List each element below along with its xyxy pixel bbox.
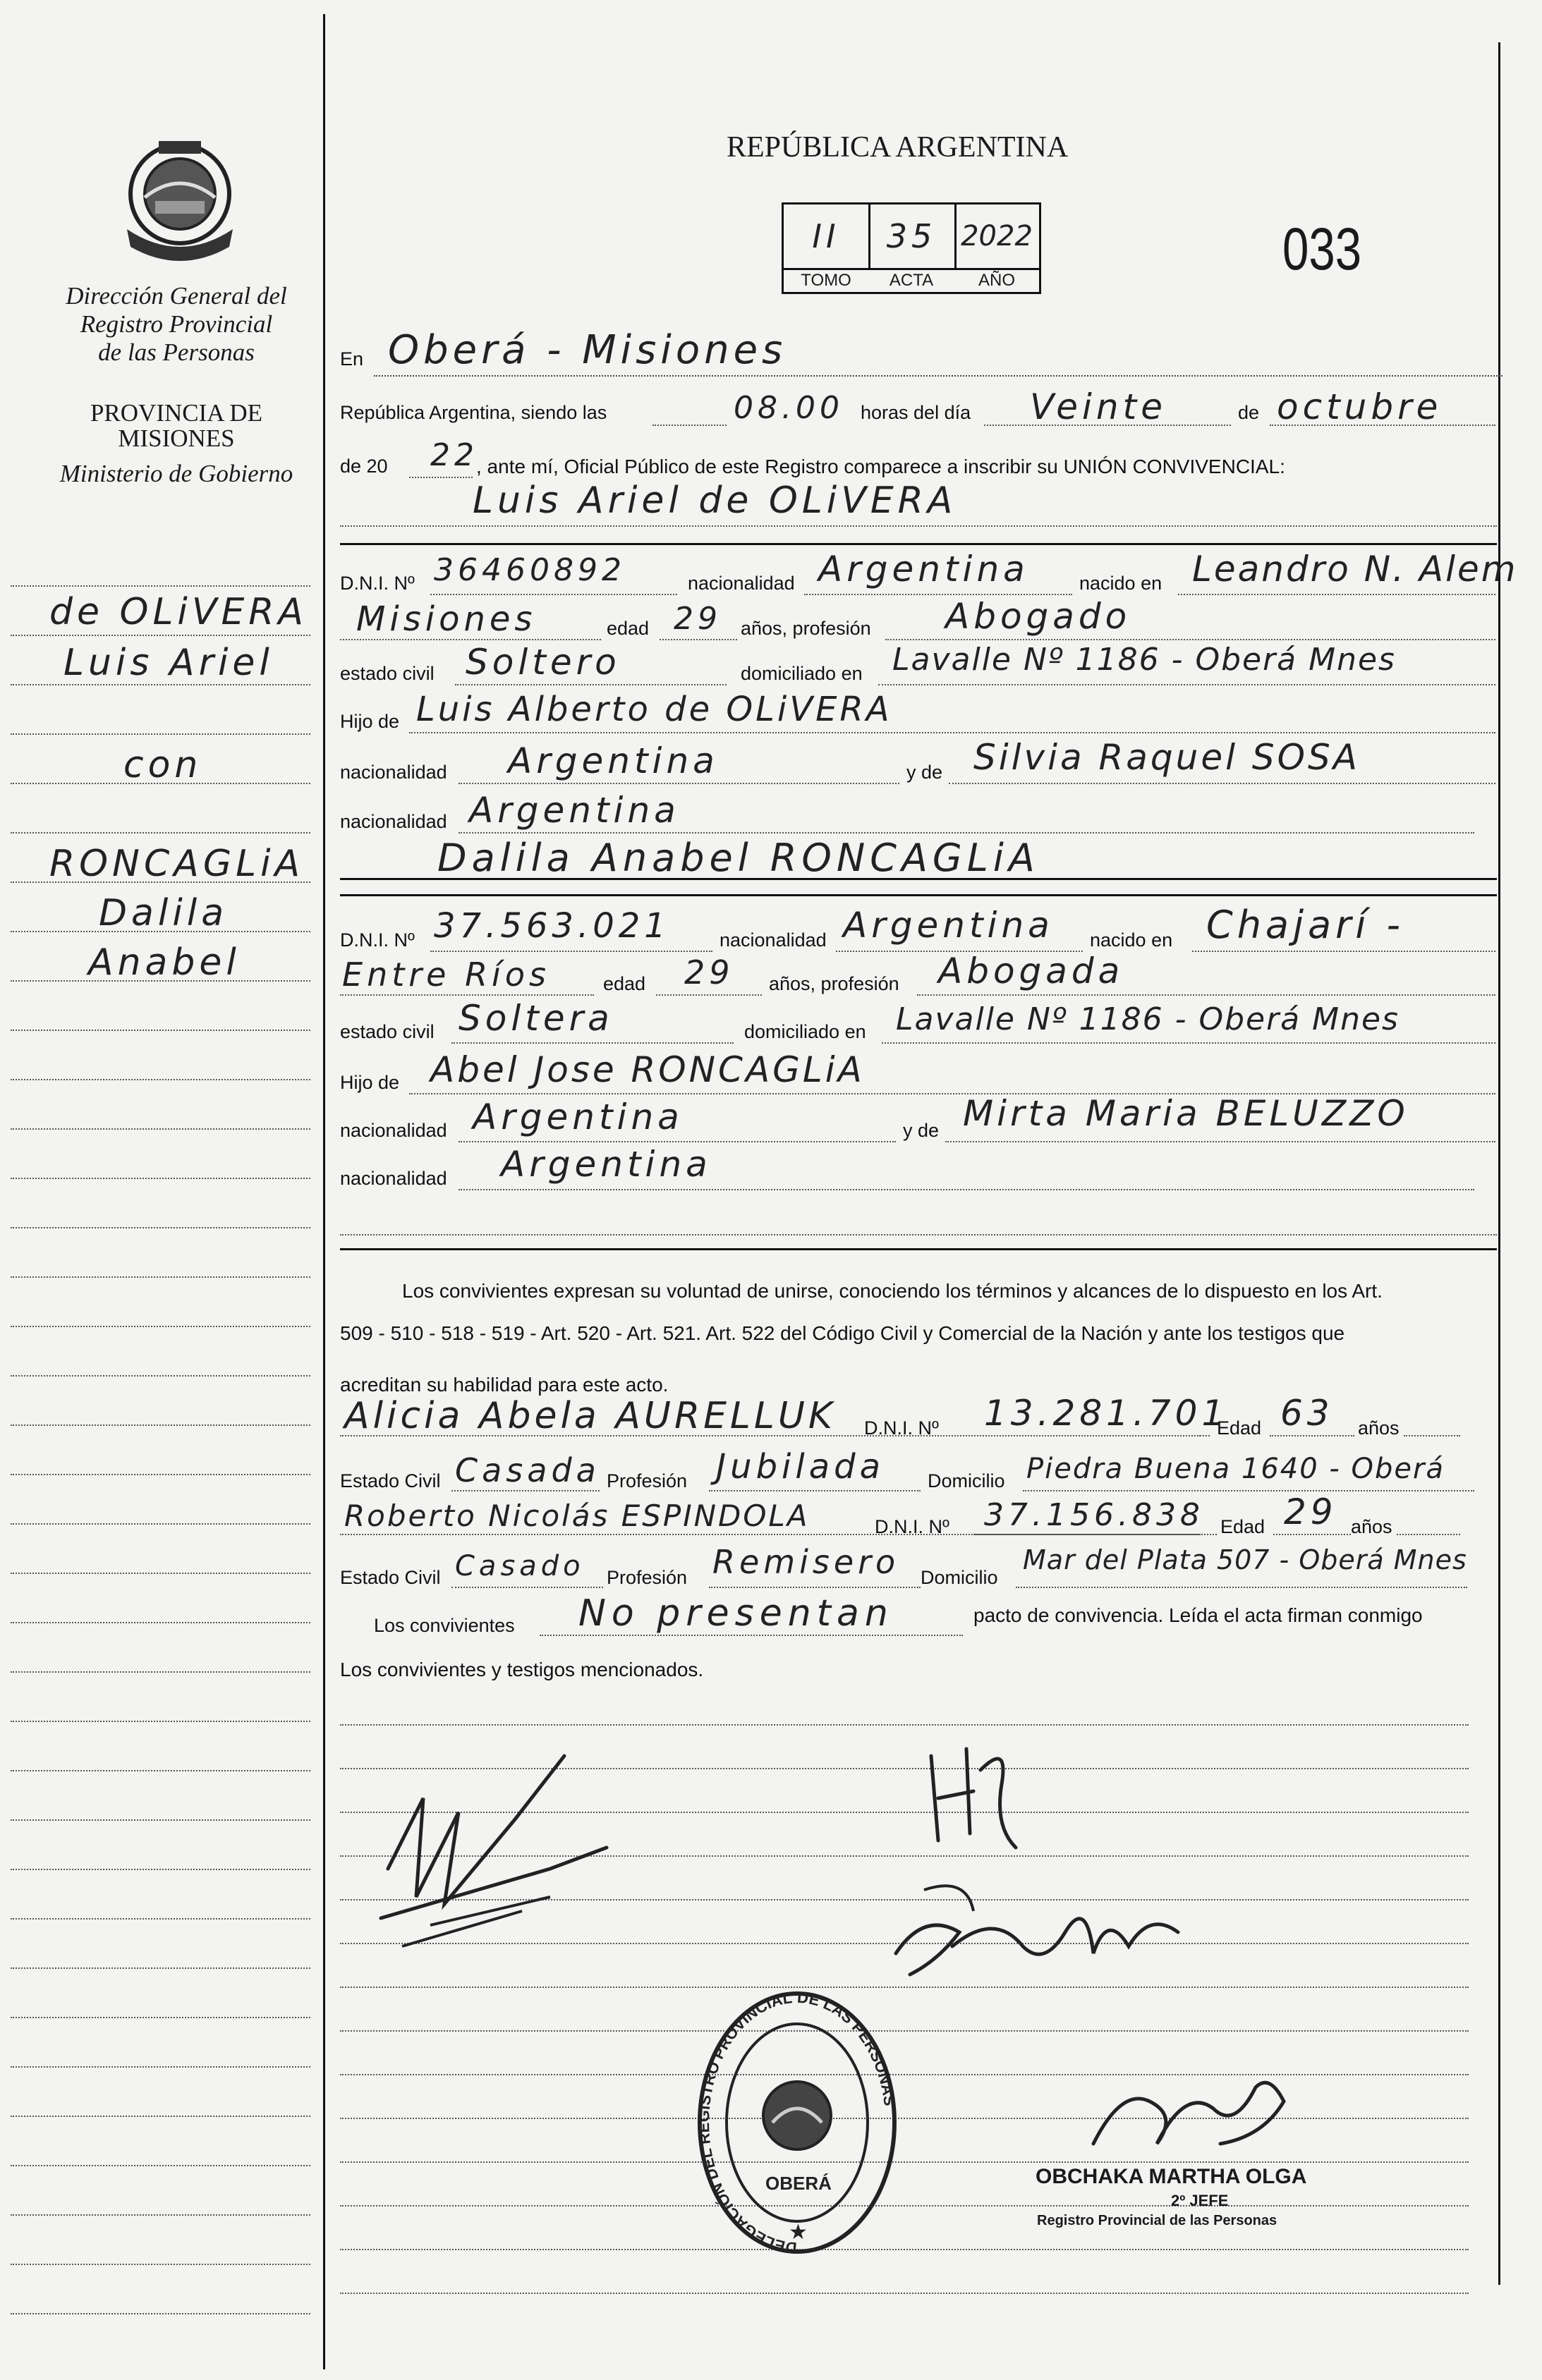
margin-note: Dalila [99,892,229,934]
province-seal-icon [116,134,243,268]
nacionalidad-label: nacionalidad [340,811,447,832]
witness2-dni: 37.156.838 [984,1497,1204,1533]
person1-name: Luis Ariel de OLiVERA [473,480,957,522]
margin-ruling [11,1326,310,1327]
margin-ruling [11,832,310,834]
record-box [782,202,1041,294]
person1-nacionalidad: Argentina [818,549,1029,590]
person2-birthplace: Chajarí - [1206,903,1404,947]
person2-mother-nat: Argentina [501,1144,712,1185]
day-value: Veinte [1030,386,1167,427]
edad-label: edad [607,618,650,639]
margin-ruling [11,2214,310,2216]
person1-mother: Silvia Raquel SOSA [973,737,1360,778]
agency-line: Dirección General del [66,282,287,310]
official-title: 2º JEFE [1171,2192,1229,2209]
page-number: 033 [1282,216,1362,282]
witness2-name: Roberto Nicolás ESPINDOLA [344,1499,810,1533]
rep-label: República Argentina, siendo las [340,402,607,423]
witness1-estado: Casada [455,1451,600,1489]
person1-estado: Soltero [466,642,621,683]
ministry-name: Ministerio de Gobierno [59,460,293,487]
margin-note: RONCAGLiA [49,843,305,885]
person1-mother-nat: Argentina [469,790,680,831]
nacido-label: nacido en [1090,929,1173,951]
signature-2-icon [917,1728,1030,1869]
person2-nacionalidad: Argentina [843,905,1054,946]
nacionalidad-label: nacionalidad [688,573,795,594]
closing-line2: Los convivientes y testigos mencionados. [340,1659,704,1680]
anos-label: años [1351,1516,1392,1537]
acta-label: ACTA [889,271,934,290]
profesion-label: años, profesión [769,973,899,994]
right-margin-line [1498,42,1500,2285]
person2-name: Dalila Anabel RONCAGLiA [437,836,1040,880]
hijo-label: Hijo de [340,1072,400,1093]
hour-value: 08.00 [734,390,844,426]
margin-ruling [11,733,310,735]
person2-father-nat: Argentina [473,1097,684,1137]
person2-dni: 37.563.021 [434,906,670,946]
margin-ruling [11,585,310,587]
witness1-dni: 13.281.701 [984,1393,1229,1434]
margin-note: de OLiVERA [49,591,308,633]
margin-ruling [11,1079,310,1080]
estado-label: Estado Civil [340,1470,441,1491]
person1-birthplace-2: Misiones [356,599,537,639]
signature-ruling [340,2249,1469,2250]
dni-label: D.N.I. Nº [875,1516,949,1537]
margin-ruling [11,1819,310,1821]
margin-ruling [11,2017,310,2018]
margin-ruling [11,1770,310,1771]
person1-edad: 29 [674,601,722,637]
signature-ruling [340,2118,1469,2119]
left-margin-line [323,14,325,2369]
person1-father-nat: Argentina [508,740,719,781]
margin-ruling [11,1918,310,1920]
margin-ruling [11,635,310,636]
edad-label: Edad [1217,1417,1262,1439]
anos-label: años [1358,1417,1400,1439]
statement-text: , ante mí, Oficial Público de este Registro comparece a inscribir su UNIÓN CONVIVENCIAL: [476,456,1285,477]
stamp-ring-text: DELEGACIÓN DEL REGISTRO PROVINCIAL DE LAS PERSONAS [695,1989,899,2257]
person1-birthplace: Leandro N. Alem [1192,549,1518,590]
person2-estado: Soltera [459,998,614,1039]
witness2-edad: 29 [1284,1491,1337,1532]
official-office: Registro Provincial de las Personas [1037,2213,1277,2228]
legal-line: acreditan su habilidad para este acto. [340,1374,669,1396]
edad-label: Edad [1220,1516,1265,1537]
estado-label: estado civil [340,1021,435,1042]
agency-name [49,282,303,367]
margin-ruling [11,1178,310,1179]
margin-ruling [11,1967,310,1969]
tomo-label: TOMO [801,271,851,290]
signature-ruling [340,2030,1469,2032]
margin-ruling [11,1276,310,1278]
signature-ruling [340,2074,1469,2075]
margin-note: Anabel [88,941,241,984]
margin-ruling [11,2264,310,2265]
margin-ruling [11,2165,310,2166]
margin-ruling [11,1721,310,1722]
year-value: 22 [430,437,478,473]
margin-note: con [123,744,202,786]
province-line: PROVINCIA DE [90,399,263,427]
registry-stamp-icon [695,1989,899,2264]
y-de-label: y de [906,762,943,783]
domicilio-label: domiciliado en [744,1021,866,1042]
signature-ruling [340,2293,1469,2294]
closing-label: Los convivientes [374,1615,515,1636]
margin-ruling [11,2313,310,2314]
estado-label: estado civil [340,663,435,684]
dni-label: D.N.I. Nº [340,929,415,951]
margin-ruling [11,2066,310,2068]
margin-ruling [11,1227,310,1228]
margin-ruling [11,684,310,685]
nacionalidad-label: nacionalidad [340,1120,447,1141]
agency-line: Registro Provincial [80,310,273,338]
witness2-profesion: Remisero [712,1543,900,1581]
margin-ruling [11,2116,310,2117]
y-de-label: y de [903,1120,940,1141]
de-label: de [1238,402,1260,423]
horas-label: horas del día [861,402,971,423]
witness1-profesion: Jubilada [716,1447,885,1487]
witness1-edad: 63 [1280,1393,1334,1434]
province-name [49,401,303,451]
domicilio-label: Domicilio [928,1470,1005,1491]
acta-value: 35 [868,205,957,268]
person1-father: Luis Alberto de OLiVERA [416,690,892,729]
person2-birthplace-2: Entre Ríos [342,956,550,994]
nacido-label: nacido en [1079,573,1162,594]
margin-ruling [11,1573,310,1574]
province-line: MISIONES [118,425,235,452]
profesion-label: años, profesión [741,618,871,639]
en-label: En [340,348,364,370]
nacionalidad-label: nacionalidad [720,929,827,951]
hijo-label: Hijo de [340,711,400,732]
signature-3-icon [882,1869,1185,1996]
person2-mother: Mirta Maria BELUZZO [963,1093,1409,1134]
estado-label: Estado Civil [340,1567,441,1588]
signature-1-icon [339,1692,635,1989]
dni-label: D.N.I. Nº [864,1417,939,1439]
dni-label: D.N.I. Nº [340,573,415,594]
person2-father: Abel Jose RONCAGLiA [430,1049,865,1090]
margin-note: Luis Ariel [63,642,274,684]
margin-ruling [11,1424,310,1426]
margin-ruling [11,1671,310,1673]
witness1-name: Alicia Abela AURELLUK [344,1395,837,1437]
legal-line: Los convivientes expresan su voluntad de unirse, conociendo los términos y alcances de lo dispuesto en los Art. [402,1280,1383,1302]
person2-profesion: Abogada [938,951,1124,991]
signature-ruling [340,2161,1469,2163]
margin-ruling [11,1030,310,1031]
domicilio-label: domiciliado en [741,663,863,684]
agency-line: de las Personas [98,338,255,366]
pacto-text: pacto de convivencia. Leída el acta firman conmigo [973,1604,1423,1626]
edad-label: edad [603,973,646,994]
signature-ruling [340,2205,1469,2207]
tomo-value: II [784,205,870,268]
month-value: octubre [1277,386,1443,427]
legal-line: 509 - 510 - 518 - 519 - Art. 520 - Art. 521. Art. 522 del Código Civil y Comercial de la Nación y ante los testigos que [340,1322,1345,1344]
ano-label: AÑO [978,271,1015,290]
official-name: OBCHAKA MARTHA OLGA [1036,2165,1307,2188]
person2-domicilio: Lavalle Nº 1186 - Oberá Mnes [896,1001,1400,1037]
domicilio-label: Domicilio [921,1567,998,1588]
pacto-value: No presentan [578,1592,894,1635]
margin-ruling [11,1375,310,1377]
margin-ruling [11,1523,310,1525]
signature-4-icon [1079,2059,1291,2165]
country-title: REPÚBLICA ARGENTINA [727,131,1069,164]
ano-value: 2022 [961,220,1033,252]
margin-ruling [11,1622,310,1623]
stamp-city: OBERÁ [765,2173,832,2194]
nacionalidad-label: nacionalidad [340,762,447,783]
margin-ruling [11,1869,310,1870]
witness1-domicilio: Piedra Buena 1640 - Oberá [1026,1453,1445,1485]
person1-domicilio: Lavalle Nº 1186 - Oberá Mnes [892,642,1396,678]
person1-dni: 36460892 [434,552,626,588]
person2-edad: 29 [684,953,734,991]
place-value: Oberá - Misiones [388,327,787,373]
margin-ruling [11,1474,310,1475]
margin-ruling [11,1128,310,1130]
person1-profesion: Abogado [945,596,1131,637]
witness2-estado: Casado [455,1550,585,1582]
witness2-domicilio: Mar del Plata 507 - Oberá Mnes [1023,1544,1467,1575]
nacionalidad-label: nacionalidad [340,1168,447,1189]
year-prefix: de 20 [340,456,388,477]
svg-text:★: ★ [789,2221,808,2244]
profesion-label: Profesión [607,1567,688,1588]
profesion-label: Profesión [607,1470,688,1491]
